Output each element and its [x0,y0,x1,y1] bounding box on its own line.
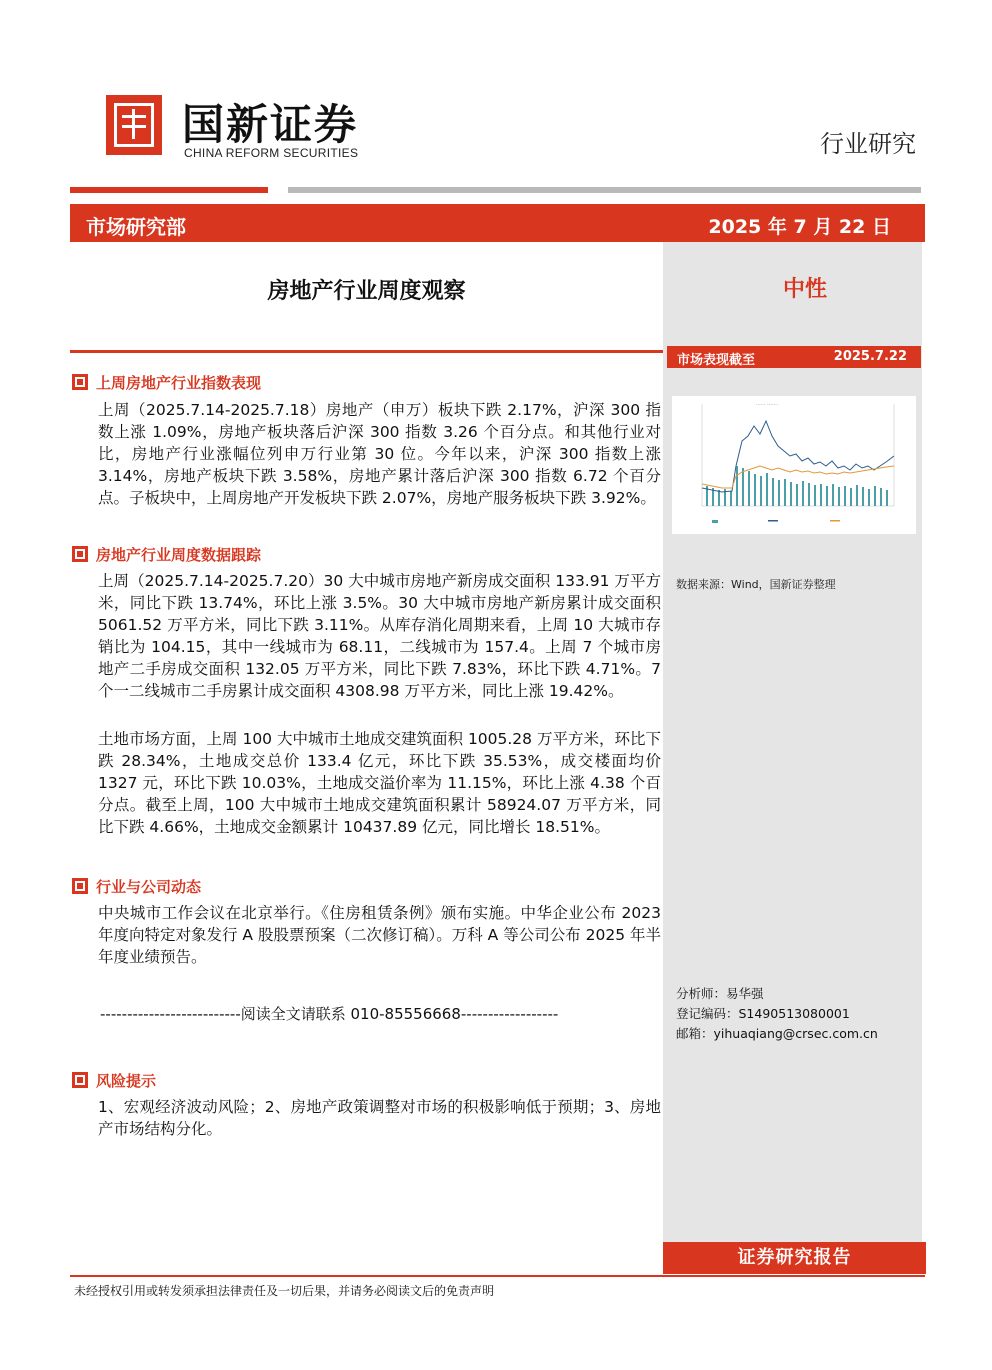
report-type-banner: 证券研究报告 [663,1242,926,1274]
section-heading [72,544,261,565]
contact-line: --------------------------阅读全文请联系 010-85556668------------------ [100,1005,559,1023]
section-bullet-icon [72,374,88,390]
section-title: 风险提示 [96,1072,157,1090]
brand-name-cn: 国新证券 [182,100,359,149]
section-paragraph: 1、宏观经济波动风险；2、房地产政策调整对市场的积极影响低于预期；3、房地产市场结构分化。 [98,1098,661,1138]
section-paragraph: 土地市场方面，上周 100 大中城市土地成交建筑面积 1005.28 万平方米，环比下跌 28.34%，土地成交总价 133.4 亿元，环比下跌 35.53%，成交楼面均价 1327 元，环比下跌 10.03%，土地成交溢价率为 11.15%，环比上涨 4.38 个百分点。截至上周，100 大中城市土地成交建筑面积累计 58924.07 万平方米，同比下跌 4.66%，土地成交金额累计 10437.89 亿元，同比增长 18.51%。 [98,730,661,836]
report-date: 2025 年 7 月 22 日 [708,216,891,238]
disclaimer-footer: 未经授权引用或转发须承担法律责任及一切后果，并请务必阅读文后的免责声明 [74,1284,495,1298]
analyst-email[interactable]: 邮箱：yihuaqiang@crsec.com.cn [676,1026,878,1041]
rating: 中性 [783,276,828,302]
section-heading [72,1070,156,1091]
header-rule-gray [288,187,921,193]
section-bullet-icon [72,1072,88,1088]
report-title: 房地产行业周度观察 [267,278,466,304]
company-logo [106,95,162,155]
section-bullet-icon [72,546,88,562]
section-paragraph: 上周（2025.7.14-2025.7.18）房地产（申万）板块下跌 2.17%，沪深 300 指数上涨 1.09%，房地产板块落后沪深 300 指数 3.26 个百分点。和其他行业对比，房地产行业涨幅位列申万行业第 30 位。今年以来，沪深 300 指数上涨 3.14%，房地产板块下跌 3.58%，房地产累计落后沪深 300 指数 6.72 个百分点。子板块中，上周房地产开发板块下跌 2.07%，房地产服务板块下跌 3.92%。 [98,401,661,507]
header-rule-red [70,187,268,193]
market-date: 2025.7.22 [833,349,907,364]
brand-name-en: CHINA REFORM SECURITIES [184,146,359,160]
chart-source: 数据来源：Wind，国新证券整理 [676,578,836,591]
section-paragraph: 上周（2025.7.14-2025.7.20）30 大中城市房地产新房成交面积 133.91 万平方米，同比下跌 13.74%，环比上涨 3.5%。30 大中城市房地产新房累计成交面积 5061.52 万平方米，同比下跌 3.11%。从库存消化周期来看，上周 10 大城市存销比为 104.15，其中一线城市为 68.11，二线城市为 157.4。上周 7 个城市房地产二手房成交面积 132.05 万平方米，同比下跌 7.83%，环比下跌 4.71%。7 个一二线城市二手房累计成交面积 4308.98 万平方米，同比上涨 19.42%。 [98,572,661,700]
section-title: 行业与公司动态 [96,878,202,896]
section-title: 上周房地产行业指数表现 [96,374,262,392]
market-chart [672,396,916,534]
section-paragraph: 中央城市工作会议在北京举行。《住房租赁条例》颁布实施。中华企业公布 2023 年度向特定对象发行 A 股股票预案（二次修订稿）。万科 A 等公司公布 2025 年半年度业绩预告。 [98,904,661,966]
section-title: 房地产行业周度数据跟踪 [96,546,262,564]
department-banner [70,204,925,242]
analyst-registration: 登记编码：S1490513080001 [676,1006,850,1021]
title-rule [70,350,663,353]
analyst-info [676,984,878,1044]
section-heading [72,372,261,393]
svg-text:······ ·······: ······ ······· [756,402,779,408]
section-bullet-icon [72,878,88,894]
market-chart-image [672,396,916,534]
footer-rule [70,1275,925,1277]
market-performance-bar [667,346,921,368]
report-type: 行业研究 [820,130,916,158]
department-name: 市场研究部 [86,215,186,239]
section-heading [72,876,201,897]
sidebar-panel [663,242,922,1242]
market-label: 市场表现截至 [677,353,756,368]
analyst-name: 分析师：易华强 [676,986,764,1001]
